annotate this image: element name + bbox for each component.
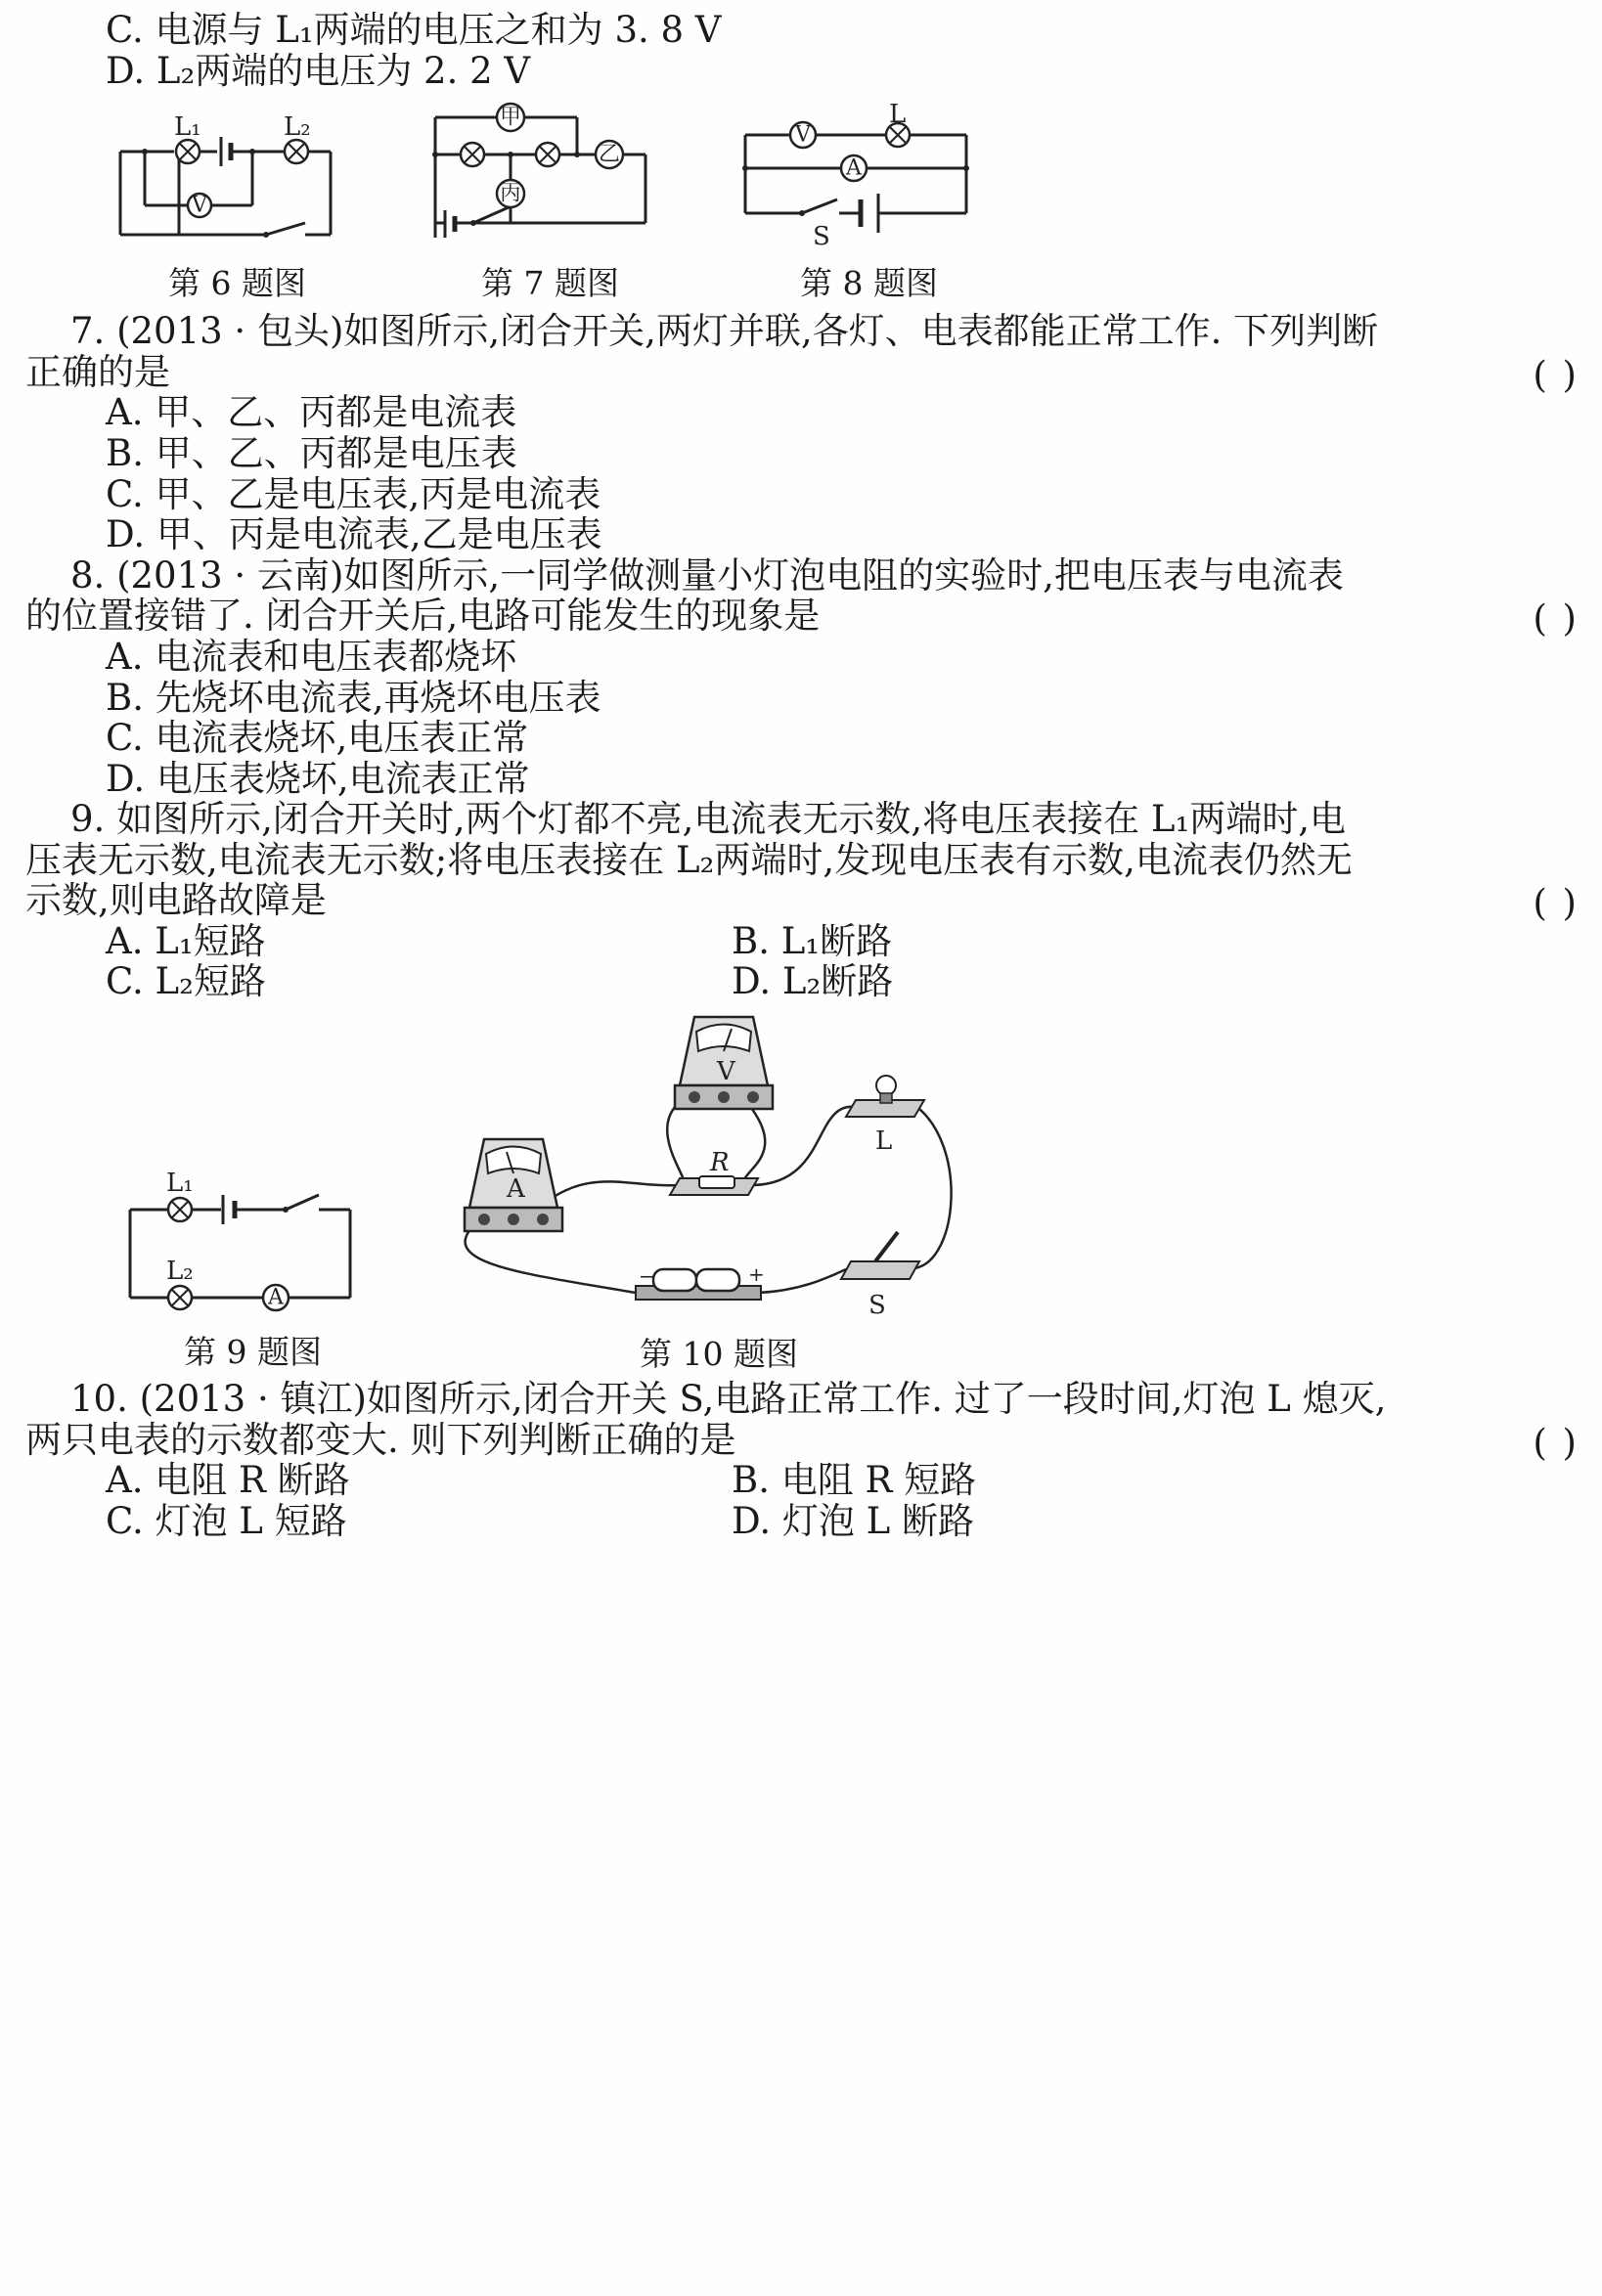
svg-text:+: +	[748, 1262, 765, 1286]
q8-stem-line1: 8. (2013 · 云南)如图所示,一同学做测量小灯泡电阻的实验时,把电压表与电流表	[70, 554, 1344, 596]
q10-stem-line2: 两只电表的示数都变大. 则下列判断正确的是	[25, 1419, 736, 1461]
fig10-lamp-label: L	[875, 1126, 893, 1156]
q10-option-a: A. 电阻 R 断路	[106, 1459, 350, 1501]
fig8-caption: 第 8 题图	[800, 264, 938, 302]
q7-answer-blank: ( )	[1533, 354, 1579, 396]
fig10-switch-label: S	[868, 1291, 886, 1320]
svg-text:−: −	[639, 1264, 655, 1288]
fig10-ammeter-label: A	[507, 1174, 525, 1204]
fig6-voltmeter-label: V	[192, 193, 207, 218]
q5-option-d: D. L₂两端的电压为 2. 2 V	[106, 50, 531, 92]
q7-option-c: C. 甲、乙是电压表,丙是电流表	[106, 473, 601, 515]
fig6-l1-label: L₁	[174, 112, 201, 142]
q9-stem-line1: 9. 如图所示,闭合开关时,两个灯都不亮,电流表无示数,将电压表接在 L₁两端时,电	[70, 798, 1347, 840]
fig6-l2-label: L₂	[284, 112, 311, 142]
q8-answer-blank: ( )	[1533, 597, 1579, 640]
q7-option-a: A. 甲、乙、丙都是电流表	[106, 391, 517, 433]
fig7-yi-label: 乙	[598, 142, 621, 167]
q9-option-b: B. L₁断路	[732, 920, 893, 962]
battery-device	[636, 1262, 765, 1300]
fig9-l1-label: L₁	[166, 1169, 194, 1198]
q9-stem-line3: 示数,则电路故障是	[25, 879, 327, 921]
q8-option-a: A. 电流表和电压表都烧坏	[106, 636, 517, 678]
q8-option-b: B. 先烧坏电流表,再烧坏电压表	[106, 677, 601, 719]
q7-stem-line2: 正确的是	[25, 351, 170, 393]
fig7-caption: 第 7 题图	[481, 264, 619, 302]
q8-option-d: D. 电压表烧坏,电流表正常	[106, 758, 530, 800]
q10-option-c: C. 灯泡 L 短路	[106, 1500, 347, 1542]
switch-device	[841, 1232, 919, 1279]
fig10-resistor-label: R	[710, 1148, 730, 1177]
q9-stem-line2: 压表无示数,电流表无示数;将电压表接在 L₂两端时,发现电压表有示数,电流表仍然无	[25, 839, 1353, 881]
q8-stem-line2: 的位置接错了. 闭合开关后,电路可能发生的现象是	[25, 595, 821, 637]
fig8-voltmeter-label: V	[795, 122, 811, 148]
q9-option-a: A. L₁短路	[106, 920, 266, 962]
fig7-bing-label: 丙	[499, 181, 522, 206]
fig6-caption: 第 6 题图	[168, 264, 306, 302]
q10-option-d: D. 灯泡 L 断路	[732, 1500, 974, 1542]
q7-option-d: D. 甲、丙是电流表,乙是电压表	[106, 513, 602, 555]
q10-option-b: B. 电阻 R 短路	[732, 1459, 977, 1501]
fig8-l-label: L	[889, 100, 907, 129]
fig9-l2-label: L₂	[166, 1257, 194, 1286]
lamp-device	[846, 1076, 924, 1117]
q8-option-c: C. 电流表烧坏,电压表正常	[106, 717, 529, 759]
fig8-ammeter-label: A	[846, 155, 862, 181]
resistor-device	[670, 1176, 758, 1195]
q9-answer-blank: ( )	[1533, 882, 1579, 924]
q9-option-d: D. L₂断路	[732, 960, 894, 1002]
fig10-caption: 第 10 题图	[640, 1335, 798, 1373]
fig7-jia-label: 甲	[499, 105, 522, 130]
fig10-voltmeter-label: V	[717, 1057, 735, 1086]
q10-stem-line1: 10. (2013 · 镇江)如图所示,闭合开关 S,电路正常工作. 过了一段时间,灯泡 L 熄灭,	[70, 1378, 1387, 1420]
fig8-s-label: S	[813, 222, 830, 251]
q9-option-c: C. L₂短路	[106, 960, 266, 1002]
q10-answer-blank: ( )	[1533, 1422, 1579, 1464]
q5-option-c: C. 电源与 L₁两端的电压之和为 3. 8 V	[106, 9, 722, 51]
fig9-ammeter-label: A	[268, 1285, 284, 1310]
q7-option-b: B. 甲、乙、丙都是电压表	[106, 432, 517, 474]
fig9-caption: 第 9 题图	[184, 1333, 322, 1371]
q7-stem-line1: 7. (2013 · 包头)如图所示,闭合开关,两灯并联,各灯、电表都能正常工作. 下列判断	[70, 310, 1379, 352]
